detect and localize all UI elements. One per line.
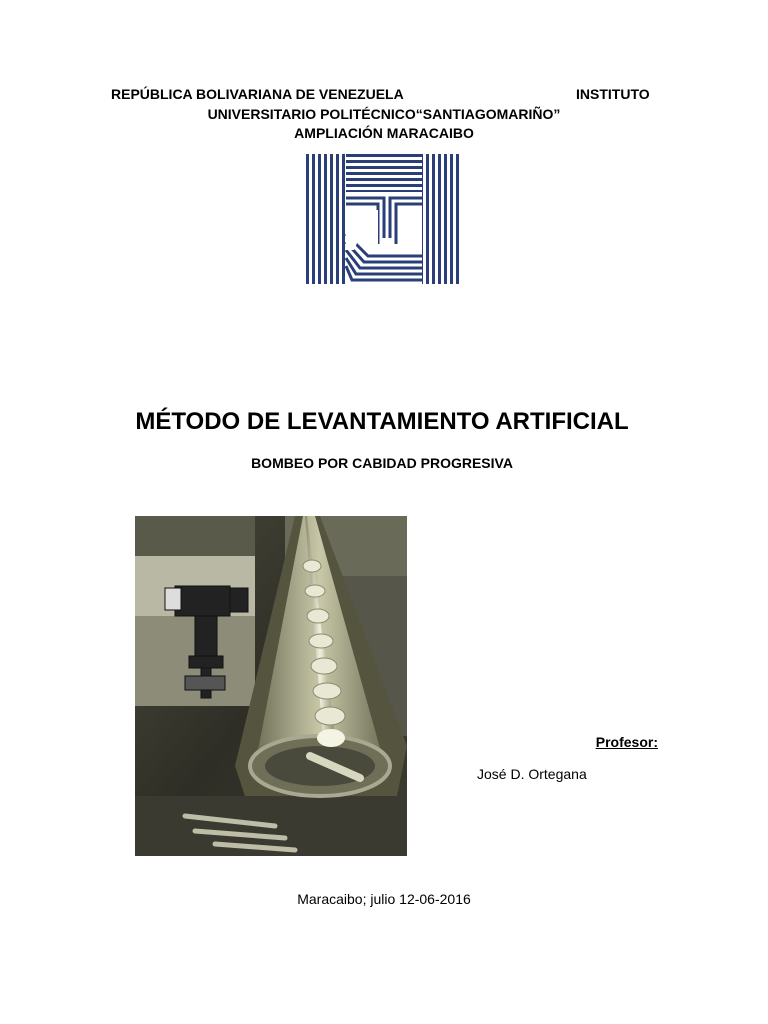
institute-logo-icon [306, 154, 462, 284]
header-institute-name: UNIVERSITARIO POLITÉCNICO“SANTIAGOMARIÑO” [207, 106, 561, 122]
header-institute-word: INSTITUTO [576, 86, 650, 102]
header-campus: AMPLIACIÓN MARACAIBO [294, 125, 474, 141]
footer-date: Maracaibo; julio 12-06-2016 [297, 891, 471, 907]
document-title: MÉTODO DE LEVANTAMIENTO ARTIFICIAL [135, 408, 629, 435]
document-subtitle: BOMBEO POR CABIDAD PROGRESIVA [251, 455, 513, 471]
professor-label: Profesor: [595, 734, 658, 750]
header-country: REPÚBLICA BOLIVARIANA DE VENEZUELA [111, 86, 404, 102]
professor-name: José D. Ortegana [477, 766, 587, 782]
progressive-cavity-pump-illustration-icon [135, 516, 407, 856]
